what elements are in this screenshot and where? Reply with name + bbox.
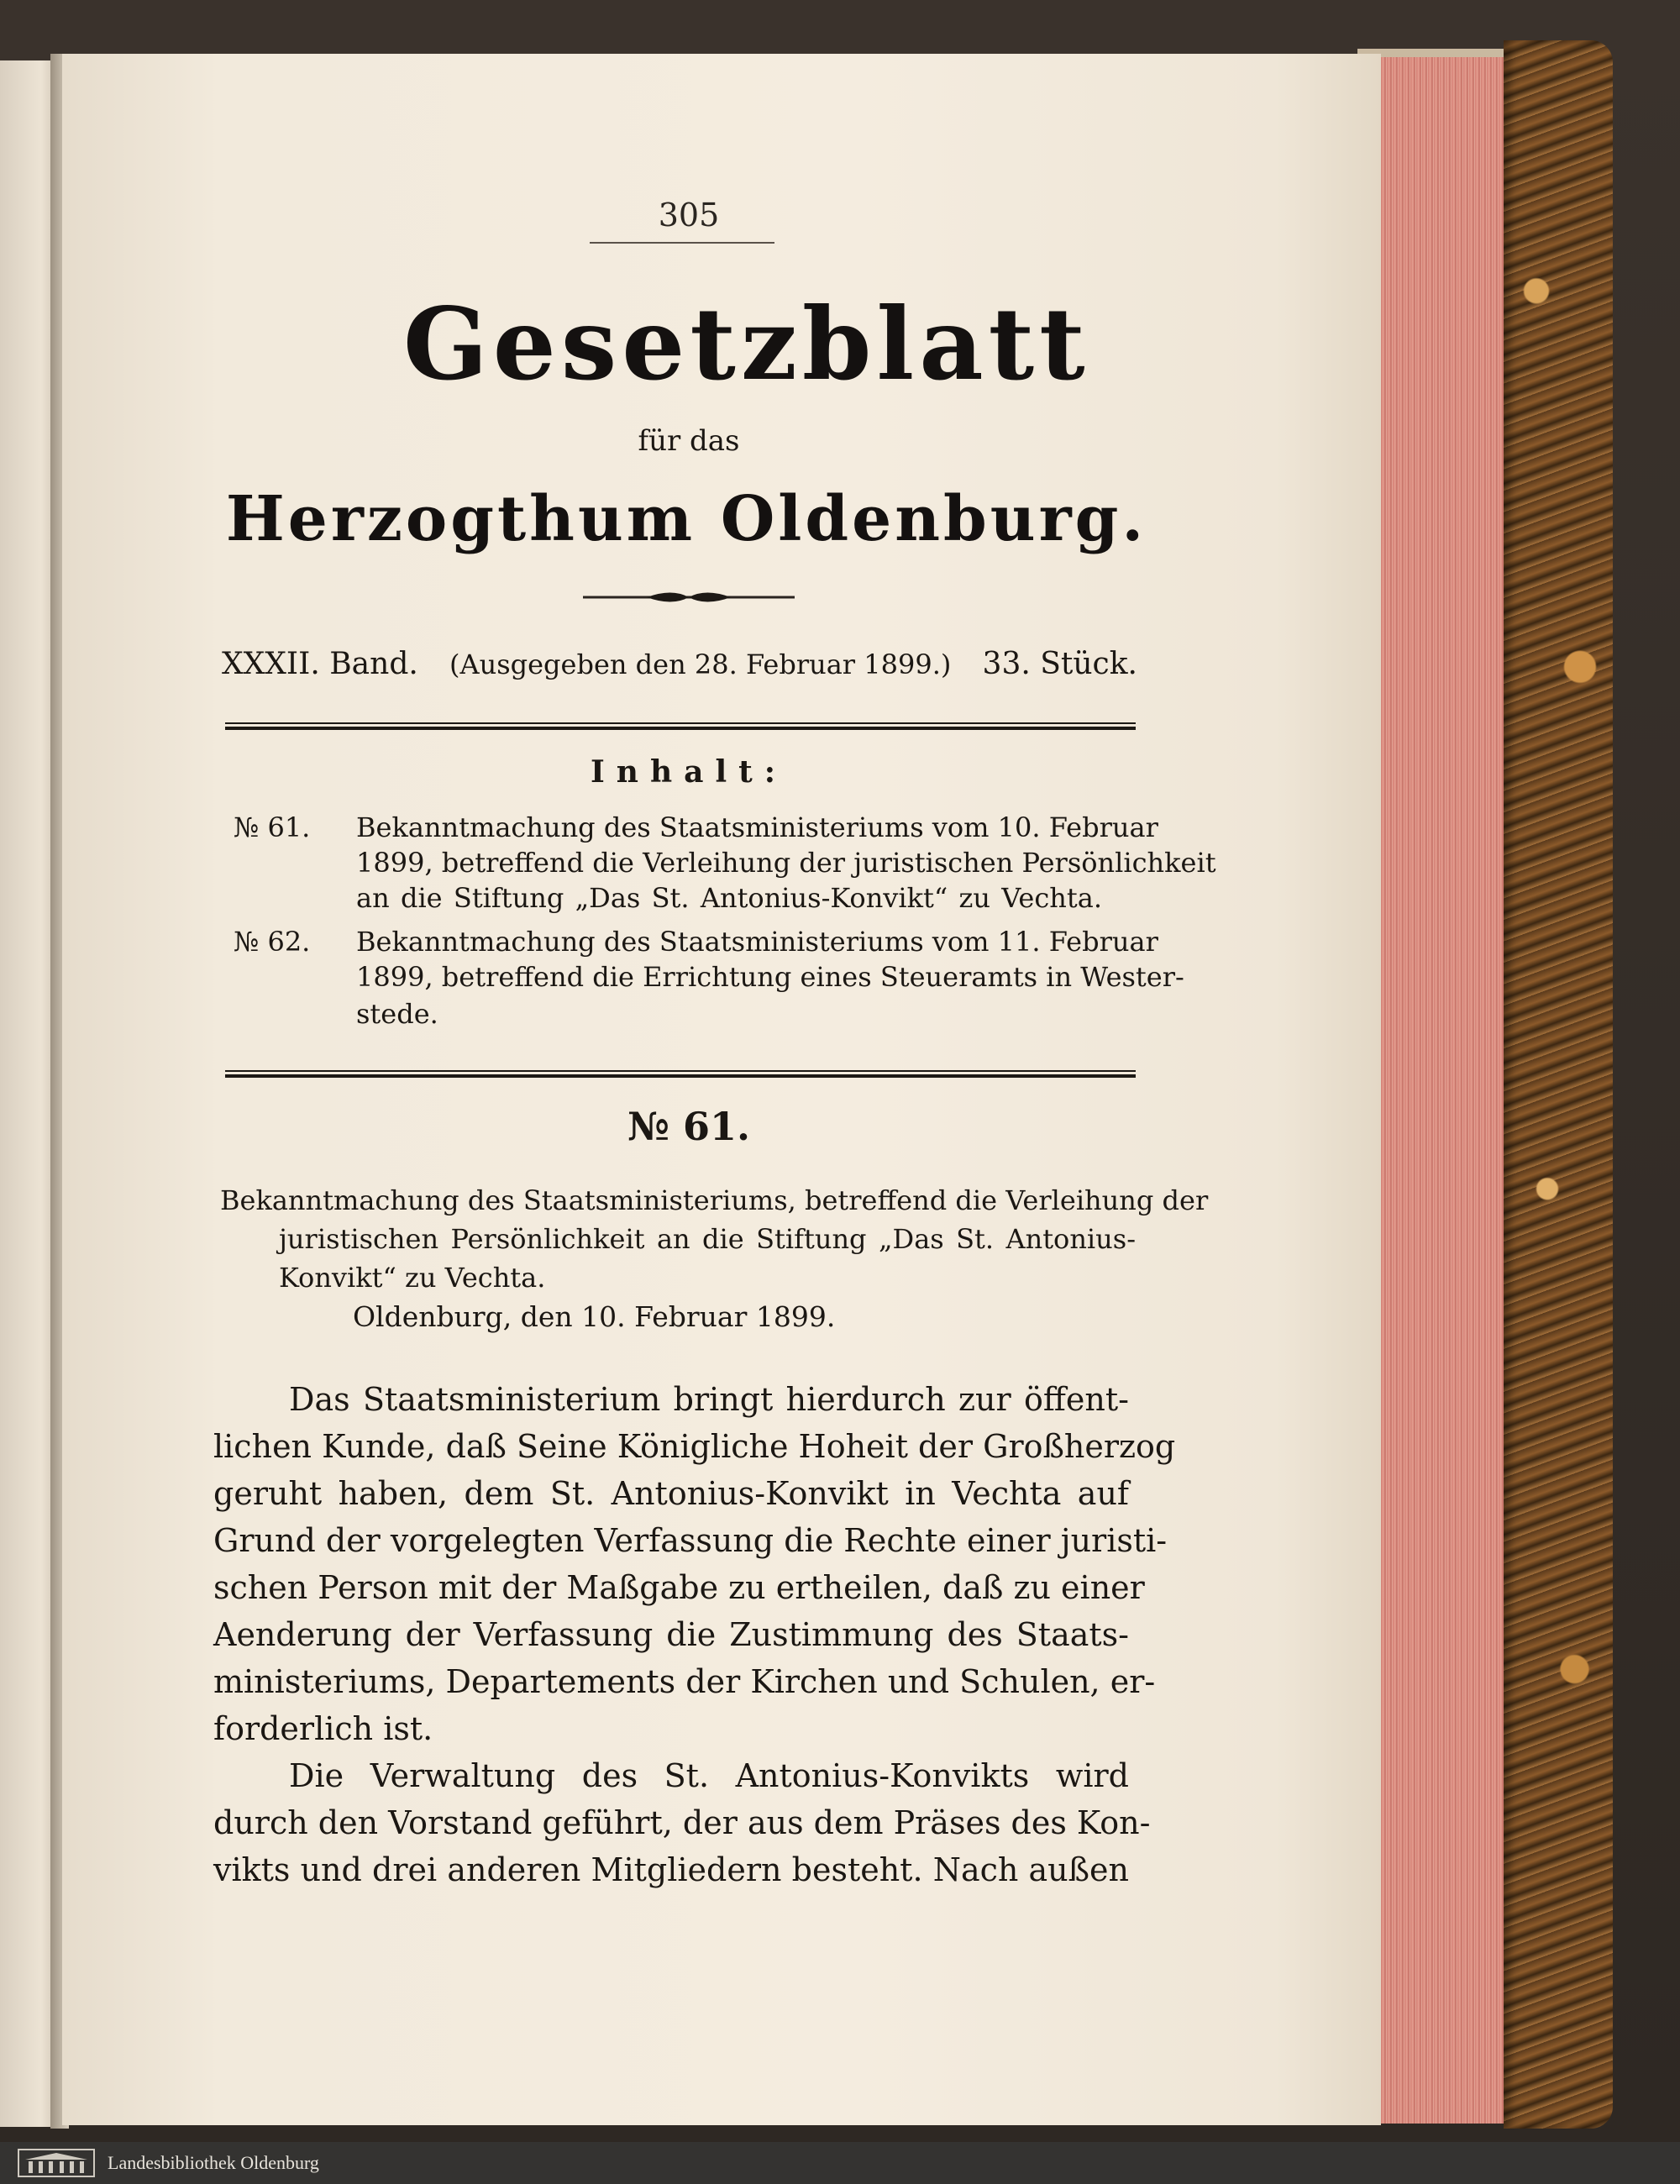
page-number: 305 xyxy=(658,197,720,234)
marbled-cover xyxy=(1504,40,1613,2129)
toc-entry-line: stede. xyxy=(356,998,438,1030)
volume-label: XXXII. Band. xyxy=(222,647,418,681)
toc-entry-line: Bekanntmachung des Staatsministeriums vom 10. Februar xyxy=(356,811,1158,843)
masthead-title: Gesetzblatt xyxy=(403,286,1090,402)
page-number-rule xyxy=(590,242,774,244)
contents-heading: Inhalt: xyxy=(590,754,788,790)
toc-entry-line: 1899, betreffend die Errichtung eines Steueramts in Wester- xyxy=(356,961,1184,993)
section-title-line: Konvikt“ zu Vechta. xyxy=(279,1262,546,1294)
toc-entry-line: Bekanntmachung des Staatsministeriums vom 11. Februar xyxy=(356,926,1158,958)
issue-part: 33. Stück. xyxy=(982,647,1137,681)
body-text-line: Die Verwaltung des St. Antonius-Konvikts wird xyxy=(289,1757,1129,1794)
section-title-line: juristischen Persönlichkeit an die Stiftung „Das St. Antonius- xyxy=(279,1223,1136,1255)
toc-entry-number: № 62. xyxy=(234,926,311,958)
body-text-line: lichen Kunde, daß Seine Königliche Hoheit der Großherzog xyxy=(213,1428,1176,1465)
issue-date: (Ausgegeben den 28. Februar 1899.) xyxy=(449,648,952,680)
section-number: № 61. xyxy=(627,1104,751,1149)
library-building-icon xyxy=(17,2146,96,2180)
page-block-edges xyxy=(1357,49,1517,2124)
body-text-line: Das Staatsministerium bringt hierdurch zur öffent- xyxy=(289,1381,1129,1418)
double-rule xyxy=(225,1070,1136,1078)
body-text-line: Aenderung der Verfassung die Zustimmung des Staats- xyxy=(213,1616,1129,1653)
ornament-divider xyxy=(580,583,798,612)
toc-entry-number: № 61. xyxy=(234,811,311,843)
body-text-line: vikts und drei anderen Mitgliedern besteht. Nach außen xyxy=(213,1851,1129,1888)
body-text-line: forderlich ist. xyxy=(213,1710,433,1747)
body-text-line: Grund der vorgelegten Verfassung die Rechte einer juristi- xyxy=(213,1522,1168,1559)
body-text-line: geruht haben, dem St. Antonius-Konvikt in Vechta auf xyxy=(213,1475,1129,1512)
library-name: Landesbibliothek Oldenburg xyxy=(108,2152,319,2173)
section-title-line: Bekanntmachung des Staatsministeriums, betreffend die Verleihung der xyxy=(220,1184,1209,1216)
masthead-state: Herzogthum Oldenburg. xyxy=(225,483,1147,555)
double-rule xyxy=(225,722,1136,730)
body-text-line: schen Person mit der Maßgabe zu ertheilen, daß zu einer xyxy=(213,1569,1145,1606)
masthead-subtitle: für das xyxy=(638,424,740,458)
toc-entry-line: an die Stiftung „Das St. Antonius-Konvikt“ zu Vechta. xyxy=(356,882,1102,914)
body-text-line: durch den Vorstand geführt, der aus dem Präses des Kon- xyxy=(213,1804,1151,1841)
body-text-line: ministeriums, Departements der Kirchen und Schulen, er- xyxy=(213,1663,1156,1700)
issue-line xyxy=(222,647,1137,681)
toc-entry-line: 1899, betreffend die Verleihung der juristischen Persönlichkeit xyxy=(356,847,1216,879)
footer-bar xyxy=(0,2142,1680,2184)
place-date: Oldenburg, den 10. Februar 1899. xyxy=(353,1300,836,1333)
